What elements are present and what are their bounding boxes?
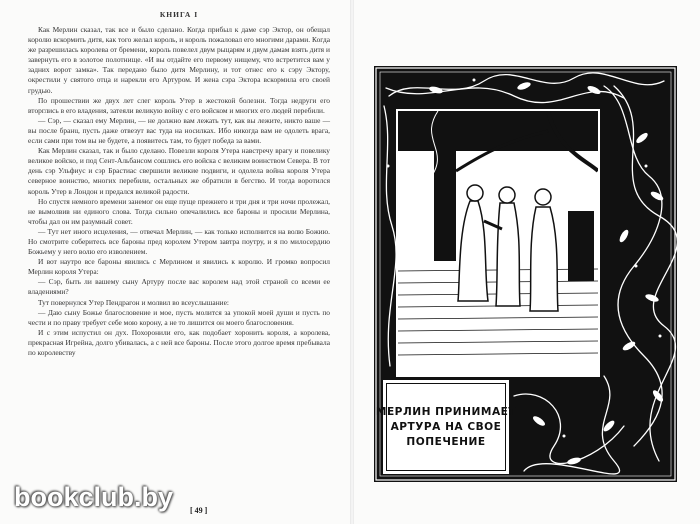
caption-line: ПОПЕЧЕНИЕ bbox=[406, 435, 486, 448]
body-text bbox=[28, 25, 330, 358]
gutter bbox=[350, 0, 354, 524]
running-head: КНИГА I bbox=[159, 10, 199, 19]
ornamental-frame bbox=[374, 66, 677, 482]
paragraph: И вот наутро все бароны явились с Мерлином и явились к королю. И громко вопросил Мерлин короля Утера: bbox=[28, 257, 330, 277]
illustration-caption bbox=[375, 380, 517, 474]
paragraph: Тут повернулся Утер Пендрагон и молвил во всеуслышание: bbox=[38, 297, 229, 307]
paragraph: Как Мерлин сказал, так и было сделано. Повезли короля Утера навстречу врагу и повелику великое войско, и под Сент-Альбансом сошлись его войска с великим воинством Севера. В тот день сэр Ульфиус и сэр Брастиас свершили великие подвиги, и одолела война короля Утера северное воинство, многих перебили, остальных же обратили в бегство. И тогда воротился король Утер в Лондон и предался великой радости. bbox=[28, 146, 330, 196]
caption-line: АРТУРА НА СВОЕ bbox=[390, 420, 502, 433]
paragraph: И с этим испустил он дух. Похоронили его, как подобает хоронить короля, а королева, прекрасная Игрейна, долго убивалась, а с ней все бароны. После этого долгое время пребывала по королевству bbox=[28, 327, 330, 357]
paragraph: Но спустя немного времени занемог он еще пуще прежнего и три дня и три ночи пролежал, не вымолвив ни единого слова. Тогда сильно опечалились все бароны и просили Мерлина, чтобы дал он им разумный совет. bbox=[28, 196, 330, 226]
paragraph: Как Мерлин сказал, так все и было сделано. Когда прибыл к даме сэр Эктор, он обещал королю вскормить дитя, как того желал король, и король пожаловал его многими дарами. Когда же разрешилась королева от бремени, король повелел двум рыцарям и двум дамам взять дитя и завернуть его в золотое полотнище. «И вы отдайте его первому нищему, что встретится вам у задних ворот замка». Так передано было дитя Мерлину, и тот отнес его к сэру Эктору, окрестили у святого отца и нарекли его Артуром. И жена сэра Эктора вскормила его своей грудью. bbox=[28, 25, 330, 95]
watermark-logo: bookclub.by bbox=[14, 482, 174, 512]
left-page bbox=[28, 10, 330, 515]
figures-icon bbox=[398, 111, 598, 375]
paragraph: По прошествии же двух лет слег король Утер в жестокой болезни. Тогда недруги его вторглись в его владения, затеяли великую войну с его войском и многих его людей перебили. bbox=[28, 95, 330, 115]
right-page bbox=[374, 66, 677, 482]
caption-line: МЕРЛИН ПРИНИМАЕТ bbox=[375, 405, 517, 418]
paragraph: — Тут нет иного исцеления, — отвечал Мерлин, — как только исполнится на волю Божию. Но смотрите соберитесь все бароны пред королем Утером завтра поутру, и я по милосердию Божьему у него волю его изволением. bbox=[28, 226, 330, 257]
illustration-scene bbox=[396, 109, 600, 377]
paragraph: — Сэр, — сказал ему Мерлин, — не должно вам лежать тут, как вы лежите, никто ваше — вы после бранu, пусть даже отвезут вас туда на носилках. Ибо никогда вам не одолеть врага, если сами при том вы не будете, а появитесь там, то будет победа за вами. bbox=[28, 115, 330, 146]
paragraph: — Сэр, быть ли вашему сыну Артуру после вас королем над этой страной со всеми ее владениями? bbox=[28, 277, 330, 297]
paragraph: — Даю сыну Божье благословение и мое, пусть молится за упокой моей души и пусть по чести и по праву требует себе мою корону, а не то лишится он моего благословения. bbox=[28, 307, 330, 327]
page-number: [ 49 ] bbox=[190, 506, 208, 515]
